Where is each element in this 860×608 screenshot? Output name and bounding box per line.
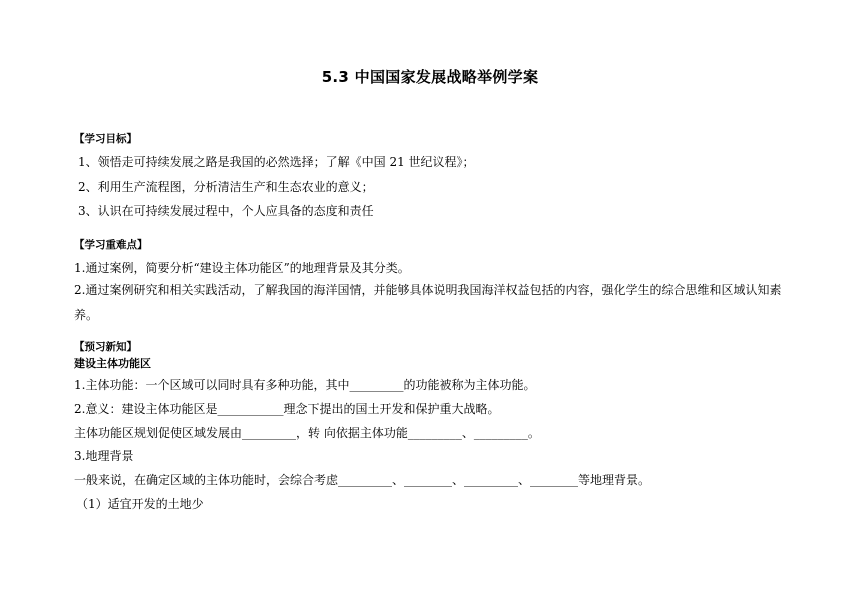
preview-line-3: 主体功能区规划促使区域发展由_________，转 向依据主体功能_________、_________。: [74, 426, 540, 440]
preview-line-4: 3.地理背景: [74, 449, 134, 463]
document-title: 5.3 中国国家发展战略举例学案: [321, 68, 539, 86]
key-points-heading: 【学习重难点】: [74, 239, 148, 251]
preview-line-2: 2.意义：建设主体功能区是___________理念下提出的国土开发和保护重大战略。: [74, 402, 500, 416]
goal-item-2: 2、利用生产流程图，分析清洁生产和生态农业的意义；: [78, 180, 374, 194]
goal-item-3: 3、认识在可持续发展过程中，个人应具备的态度和责任: [78, 204, 374, 218]
preview-subheading: 建设主体功能区: [74, 357, 151, 370]
key-point-2: 2.通过案例研究和相关实践活动，了解我国的海洋国情，并能够具体说明我国海洋权益包括的内容，强化学生的综合思维和区域认知素养。: [74, 283, 782, 322]
preview-heading: 【预习新知】: [74, 341, 137, 353]
preview-line-1: 1.主体功能：一个区域可以同时具有多种功能，其中_________的功能被称为主体功能。: [74, 378, 536, 392]
key-point-1: 1.通过案例，简要分析“建设主体功能区”的地理背景及其分类。: [74, 261, 410, 275]
preview-line-6: （1）适宜开发的土地少: [76, 497, 204, 511]
goal-item-1: 1、领悟走可持续发展之路是我国的必然选择；了解《中国 21 世纪议程》；: [78, 155, 475, 169]
preview-line-5: 一般来说，在确定区域的主体功能时，会综合考虑_________、________、_________、________等地理背景。: [74, 473, 651, 487]
learning-goals-heading: 【学习目标】: [74, 133, 137, 145]
